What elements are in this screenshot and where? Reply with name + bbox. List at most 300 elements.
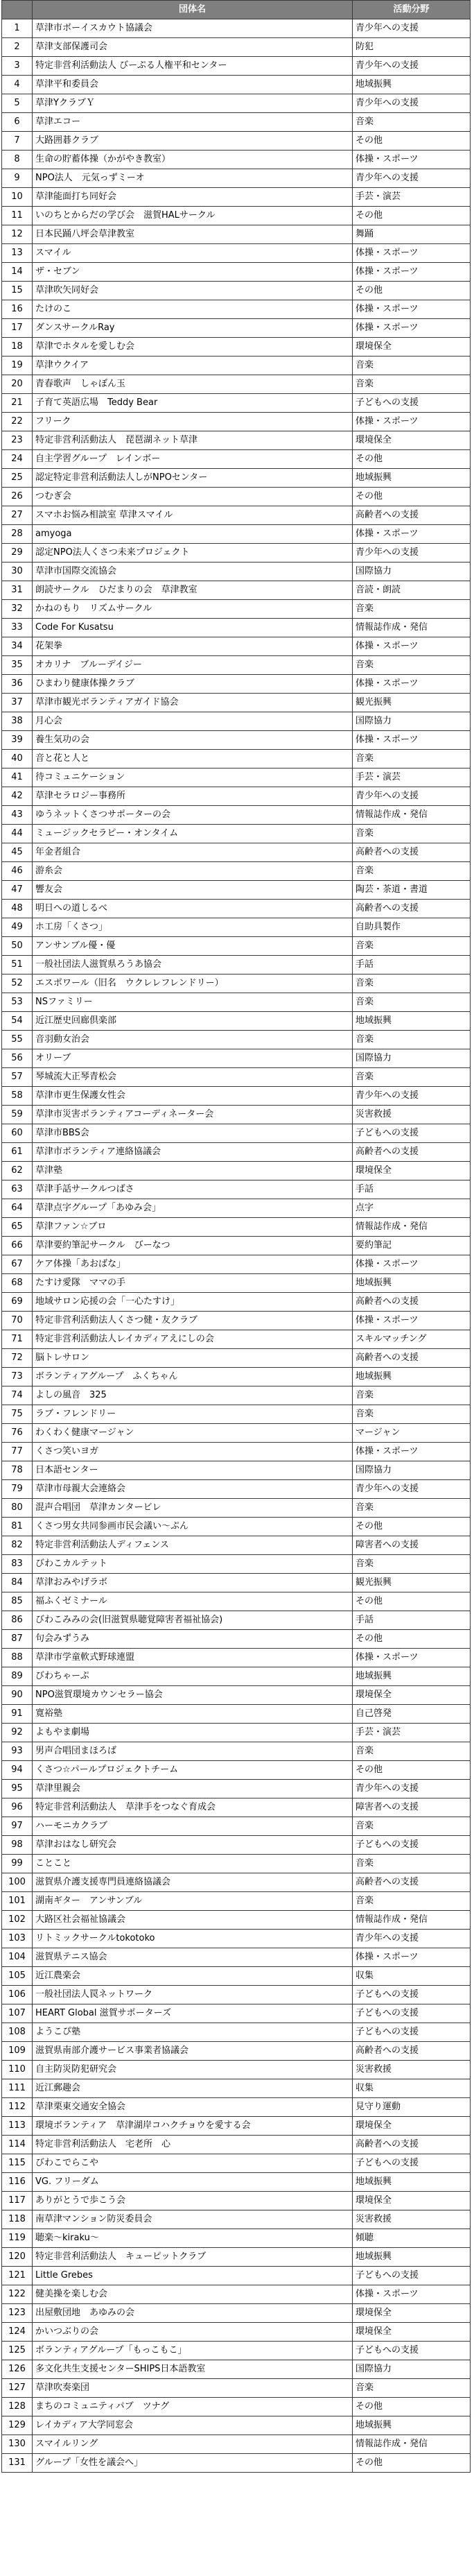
activity-field-cell: 青少年への支援 xyxy=(353,1480,471,1499)
activity-field-cell: 見守り運動 xyxy=(353,2098,471,2117)
row-number: 49 xyxy=(2,918,33,937)
table-row xyxy=(2,1986,471,2004)
activity-field-cell: 青少年への支援 xyxy=(353,1780,471,1798)
row-number: 40 xyxy=(2,750,33,768)
table-row xyxy=(2,1162,471,1180)
group-name-cell: 青春歌声 しゃぼん玉 xyxy=(33,375,353,394)
activity-field-cell: 体操・スポーツ xyxy=(353,151,471,169)
group-name-cell: たすけ愛隊 ママの手 xyxy=(33,1274,353,1293)
table-row xyxy=(2,2342,471,2360)
table-row xyxy=(2,1012,471,1031)
table-row xyxy=(2,38,471,57)
table-row xyxy=(2,1555,471,1574)
row-number: 113 xyxy=(2,2117,33,2136)
row-number: 7 xyxy=(2,132,33,151)
row-number: 123 xyxy=(2,2304,33,2323)
activity-field-cell: 子どもへの支援 xyxy=(353,2342,471,2360)
row-number: 54 xyxy=(2,1012,33,1031)
group-name-cell: 草津吹奏楽団 xyxy=(33,2379,353,2398)
row-number: 102 xyxy=(2,1911,33,1930)
group-name-cell: ラブ・フレンドリー xyxy=(33,1405,353,1424)
row-number: 126 xyxy=(2,2360,33,2379)
activity-field-cell: 子どもへの支援 xyxy=(353,1986,471,2004)
row-number: 58 xyxy=(2,1087,33,1106)
row-number: 63 xyxy=(2,1180,33,1199)
group-name-cell: 日本民踊八坪会草津教室 xyxy=(33,225,353,244)
group-name-cell: 朗読サークル ひだまりの会 草津教室 xyxy=(33,581,353,600)
row-number: 88 xyxy=(2,1649,33,1667)
row-number: 12 xyxy=(2,225,33,244)
group-name-cell: びわこでらこや xyxy=(33,2154,353,2173)
row-number: 108 xyxy=(2,2023,33,2042)
activity-field-cell: 災害救援 xyxy=(353,2210,471,2229)
group-name-cell: 滋賀県テニス協会 xyxy=(33,1948,353,1967)
row-number: 73 xyxy=(2,1368,33,1386)
row-number: 106 xyxy=(2,1986,33,2004)
row-number: 92 xyxy=(2,1724,33,1742)
row-number: 89 xyxy=(2,1667,33,1686)
table-row xyxy=(2,1836,471,1855)
activity-field-cell: 音楽 xyxy=(353,1742,471,1761)
header-activity-field: 活動分野 xyxy=(353,1,471,19)
row-number: 5 xyxy=(2,94,33,113)
group-name-cell: グループ「女性を議会へ」 xyxy=(33,2454,353,2473)
activity-field-cell: 体操・スポーツ xyxy=(353,1255,471,1274)
table-row xyxy=(2,1180,471,1199)
table-row xyxy=(2,1255,471,1274)
activity-field-cell: 地域振興 xyxy=(353,2416,471,2435)
activity-field-cell: 地域振興 xyxy=(353,76,471,94)
activity-field-cell: その他 xyxy=(353,1630,471,1649)
group-name-cell: 環境ボランティア 草津湖岸コハクチョウを愛する会 xyxy=(33,2117,353,2136)
table-row xyxy=(2,207,471,225)
activity-field-cell: 環境保全 xyxy=(353,431,471,450)
table-row xyxy=(2,1873,471,1892)
group-name-cell: 近江農楽会 xyxy=(33,1967,353,1986)
activity-field-cell: 環境保全 xyxy=(353,2192,471,2210)
table-row xyxy=(2,375,471,394)
table-row xyxy=(2,1461,471,1480)
group-name-cell: 草津市観光ボランティアガイド協会 xyxy=(33,694,353,712)
row-number: 95 xyxy=(2,1780,33,1798)
activity-field-cell: 収集 xyxy=(353,1967,471,1986)
activity-field-cell: 障害者への支援 xyxy=(353,1536,471,1555)
table-row xyxy=(2,600,471,619)
table-row xyxy=(2,1349,471,1368)
table-row xyxy=(2,19,471,38)
activity-field-cell: 障害者への支援 xyxy=(353,1798,471,1817)
activity-field-cell: 音楽 xyxy=(353,600,471,619)
table-row xyxy=(2,394,471,413)
table-row xyxy=(2,2285,471,2304)
activity-field-cell: 情報誌作成・発信 xyxy=(353,1911,471,1930)
activity-field-cell: 環境保全 xyxy=(353,2304,471,2323)
table-row xyxy=(2,76,471,94)
group-name-cell: 特定非営利活動法人レイカディアえにしの会 xyxy=(33,1330,353,1349)
activity-field-cell: 高齢者への支援 xyxy=(353,506,471,525)
group-name-cell: リトミックサークルtokotoko xyxy=(33,1930,353,1948)
table-row xyxy=(2,2173,471,2192)
group-name-cell: びわちゃーぷ xyxy=(33,1667,353,1686)
group-name-cell: まちのコミュニティパブ ツナグ xyxy=(33,2398,353,2416)
group-name-cell: 大路区社会福祉協議会 xyxy=(33,1911,353,1930)
table-body xyxy=(2,19,471,2473)
row-number: 117 xyxy=(2,2192,33,2210)
group-name-cell: 出屋敷団地 あゆみの会 xyxy=(33,2304,353,2323)
table-row xyxy=(2,1761,471,1780)
group-name-cell: 近江郵趣会 xyxy=(33,2079,353,2098)
activity-field-cell: 音楽 xyxy=(353,1855,471,1873)
row-number: 121 xyxy=(2,2267,33,2285)
group-name-cell: 年金者組合 xyxy=(33,843,353,862)
group-name-cell: 一般社団法人罠ネットワーク xyxy=(33,1986,353,2004)
table-row xyxy=(2,1049,471,1068)
row-number: 125 xyxy=(2,2342,33,2360)
row-number: 83 xyxy=(2,1555,33,1574)
row-number: 124 xyxy=(2,2323,33,2342)
activity-field-cell: 音楽 xyxy=(353,1031,471,1049)
table-row xyxy=(2,1312,471,1330)
activity-field-cell: 子どもへの支援 xyxy=(353,2004,471,2023)
group-name-cell: 福ふくゼミナール xyxy=(33,1592,353,1611)
group-name-cell: 草津YクラブＹ xyxy=(33,94,353,113)
row-number: 25 xyxy=(2,469,33,488)
activity-field-cell: 高齢者への支援 xyxy=(353,2136,471,2154)
activity-field-cell: 高齢者への支援 xyxy=(353,1293,471,1312)
activity-field-cell: 環境保全 xyxy=(353,2117,471,2136)
table-row xyxy=(2,1611,471,1630)
group-name-cell: 草津栗東交通安全協会 xyxy=(33,2098,353,2117)
table-row xyxy=(2,2192,471,2210)
activity-field-cell: 音楽 xyxy=(353,1499,471,1518)
group-name-cell: 養生気功の会 xyxy=(33,731,353,750)
row-number: 112 xyxy=(2,2098,33,2117)
group-name-cell: 特定非営利活動法人 びーぷる人権平和センター xyxy=(33,57,353,76)
table-row xyxy=(2,2398,471,2416)
row-number: 3 xyxy=(2,57,33,76)
activity-field-cell: 子どもへの支援 xyxy=(353,2267,471,2285)
table-row xyxy=(2,450,471,469)
activity-field-cell: 手話 xyxy=(353,1180,471,1199)
table-row xyxy=(2,694,471,712)
activity-field-cell: 高齢者への支援 xyxy=(353,1349,471,1368)
activity-field-cell: 情報誌作成・発信 xyxy=(353,619,471,637)
activity-field-cell: 地域振興 xyxy=(353,2173,471,2192)
group-name-cell: 一般社団法人滋賀県ろうあ協会 xyxy=(33,956,353,974)
table-row xyxy=(2,750,471,768)
row-number: 84 xyxy=(2,1574,33,1592)
table-row xyxy=(2,2248,471,2267)
table-row xyxy=(2,1630,471,1649)
activity-field-cell: 環境保全 xyxy=(353,1686,471,1705)
group-name-cell: エスポワール（旧名 ウクレレフレンドリー） xyxy=(33,974,353,993)
table-row xyxy=(2,1705,471,1724)
group-name-cell: くさつ笑いヨガ xyxy=(33,1443,353,1461)
table-row xyxy=(2,1536,471,1555)
table-row xyxy=(2,506,471,525)
group-name-cell: ザ・セブン xyxy=(33,263,353,282)
activity-field-cell: 音楽 xyxy=(353,113,471,132)
activity-field-cell: その他 xyxy=(353,1518,471,1536)
group-name-cell: 男声合唱団まほろば xyxy=(33,1742,353,1761)
table-row xyxy=(2,1087,471,1106)
table-row xyxy=(2,2117,471,2136)
activity-field-cell: 手芸・演芸 xyxy=(353,188,471,207)
group-name-cell: 認定特定非営利活動法人しがNPOセンター xyxy=(33,469,353,488)
row-number: 56 xyxy=(2,1049,33,1068)
table-row xyxy=(2,1724,471,1742)
table-row xyxy=(2,787,471,806)
group-name-cell: 琴城流大正琴青松会 xyxy=(33,1068,353,1087)
activity-field-cell: 傾聴 xyxy=(353,2229,471,2248)
activity-field-cell: 子どもへの支援 xyxy=(353,394,471,413)
row-number: 23 xyxy=(2,431,33,450)
row-number: 61 xyxy=(2,1143,33,1162)
row-number: 80 xyxy=(2,1499,33,1518)
activity-field-cell: 情報誌作成・発信 xyxy=(353,2435,471,2454)
group-name-cell: 草津ファン☆ブロ xyxy=(33,1218,353,1237)
activity-field-cell: 体操・スポーツ xyxy=(353,2285,471,2304)
activity-field-cell: 子どもへの支援 xyxy=(353,1836,471,1855)
activity-field-cell: 自助具製作 xyxy=(353,918,471,937)
row-number: 6 xyxy=(2,113,33,132)
activity-field-cell: 陶芸・茶道・書道 xyxy=(353,881,471,900)
activity-field-cell: その他 xyxy=(353,450,471,469)
row-number: 20 xyxy=(2,375,33,394)
group-name-cell: たけのこ xyxy=(33,300,353,319)
activity-field-cell: 体操・スポーツ xyxy=(353,300,471,319)
activity-field-cell: 環境保全 xyxy=(353,1162,471,1180)
group-name-cell: 寛裕塾 xyxy=(33,1705,353,1724)
table-row xyxy=(2,1574,471,1592)
group-name-cell: 子育て英語広場 Teddy Bear xyxy=(33,394,353,413)
group-name-cell: 大路囲碁クラブ xyxy=(33,132,353,151)
activity-field-cell: 国際協力 xyxy=(353,2360,471,2379)
activity-field-cell: 収集 xyxy=(353,2079,471,2098)
row-number: 91 xyxy=(2,1705,33,1724)
table-row xyxy=(2,1031,471,1049)
group-name-cell: スマホお悩み相談室 草津スマイル xyxy=(33,506,353,525)
row-number: 50 xyxy=(2,937,33,956)
row-number: 27 xyxy=(2,506,33,525)
activity-field-cell: その他 xyxy=(353,1592,471,1611)
group-name-cell: 草津点字グループ「あゆみ会」 xyxy=(33,1199,353,1218)
activity-field-cell: 青少年への支援 xyxy=(353,1930,471,1948)
table-row xyxy=(2,918,471,937)
row-number: 111 xyxy=(2,2079,33,2098)
table-row xyxy=(2,244,471,263)
row-number: 51 xyxy=(2,956,33,974)
activity-field-cell: 観光振興 xyxy=(353,694,471,712)
activity-field-cell: 自己啓発 xyxy=(353,1705,471,1724)
row-number: 34 xyxy=(2,637,33,656)
group-name-cell: 月心会 xyxy=(33,712,353,731)
row-number: 97 xyxy=(2,1817,33,1836)
table-row xyxy=(2,300,471,319)
group-name-cell: 南草津マンション防災委員会 xyxy=(33,2210,353,2229)
table-row xyxy=(2,862,471,881)
activity-field-cell: 情報誌作成・発信 xyxy=(353,1218,471,1237)
activity-field-cell: 体操・スポーツ xyxy=(353,675,471,694)
table-row xyxy=(2,1780,471,1798)
table-row xyxy=(2,2004,471,2023)
group-name-cell: 草津手話サークルつばさ xyxy=(33,1180,353,1199)
row-number: 98 xyxy=(2,1836,33,1855)
row-number: 31 xyxy=(2,581,33,600)
row-number: 17 xyxy=(2,319,33,338)
row-number: 53 xyxy=(2,993,33,1012)
row-number: 77 xyxy=(2,1443,33,1461)
activity-field-cell: 高齢者への支援 xyxy=(353,1873,471,1892)
activity-field-cell: 体操・スポーツ xyxy=(353,1649,471,1667)
activity-field-cell: 体操・スポーツ xyxy=(353,263,471,282)
table-row xyxy=(2,825,471,843)
group-name-cell: 草津セラロジー事務所 xyxy=(33,787,353,806)
group-name-cell: くさつ☆パールプロジェクトチーム xyxy=(33,1761,353,1780)
group-name-cell: ボランティアグループ ふくちゃん xyxy=(33,1368,353,1386)
activity-field-cell: 音楽 xyxy=(353,357,471,375)
table-row xyxy=(2,768,471,787)
table-row xyxy=(2,544,471,563)
group-name-cell: 湖南ギター アンサンブル xyxy=(33,1892,353,1911)
row-number: 9 xyxy=(2,169,33,188)
row-number: 13 xyxy=(2,244,33,263)
activity-field-cell: 手芸・演芸 xyxy=(353,1724,471,1742)
activity-field-cell: 音楽 xyxy=(353,750,471,768)
table-row xyxy=(2,113,471,132)
activity-field-cell: 災害救援 xyxy=(353,2061,471,2079)
row-number: 120 xyxy=(2,2248,33,2267)
table-row xyxy=(2,2304,471,2323)
group-name-cell: 自主学習グループ レインボー xyxy=(33,450,353,469)
table-row xyxy=(2,1518,471,1536)
row-number: 35 xyxy=(2,656,33,675)
group-name-cell: ようこぴ塾 xyxy=(33,2023,353,2042)
table-row xyxy=(2,581,471,600)
activity-field-cell: 体操・スポーツ xyxy=(353,244,471,263)
table-row xyxy=(2,1386,471,1405)
activity-field-cell: その他 xyxy=(353,132,471,151)
group-name-cell: ハーモニカクラブ xyxy=(33,1817,353,1836)
activity-field-cell: 音楽 xyxy=(353,974,471,993)
table-row xyxy=(2,675,471,694)
row-number: 44 xyxy=(2,825,33,843)
group-name-cell: くさつ男女共同参画市民会議い〜ぷん xyxy=(33,1518,353,1536)
activity-field-cell: 環境保全 xyxy=(353,2323,471,2342)
table-row xyxy=(2,1106,471,1124)
activity-field-cell: 体操・スポーツ xyxy=(353,731,471,750)
group-name-cell: 特定非営利活動法人 宅老所 心 xyxy=(33,2136,353,2154)
row-number: 101 xyxy=(2,1892,33,1911)
activity-field-cell: 地域振興 xyxy=(353,1667,471,1686)
group-name-cell: Little Grebes xyxy=(33,2267,353,2285)
table-row xyxy=(2,2435,471,2454)
group-name-cell: よしの風音 325 xyxy=(33,1386,353,1405)
table-row xyxy=(2,413,471,431)
table-row xyxy=(2,1218,471,1237)
table-row xyxy=(2,1405,471,1424)
activity-field-cell: 地域振興 xyxy=(353,1368,471,1386)
table-row xyxy=(2,712,471,731)
table-row xyxy=(2,656,471,675)
registry-sheet xyxy=(1,0,470,2473)
activity-field-cell: 青少年への支援 xyxy=(353,19,471,38)
table-row xyxy=(2,2098,471,2117)
activity-field-cell: 観光振興 xyxy=(353,1574,471,1592)
group-name-cell: 草津能面打ち同好会 xyxy=(33,188,353,207)
activity-field-cell: 青少年への支援 xyxy=(353,544,471,563)
group-name-cell: 草津平和委員会 xyxy=(33,76,353,94)
row-number: 93 xyxy=(2,1742,33,1761)
activity-field-cell: 舞踊 xyxy=(353,225,471,244)
table-row xyxy=(2,956,471,974)
row-number: 21 xyxy=(2,394,33,413)
activity-field-cell: 地域振興 xyxy=(353,1012,471,1031)
group-name-cell: びわこみみの会(旧滋賀県聴覚障害者福祉協会) xyxy=(33,1611,353,1630)
row-number: 119 xyxy=(2,2229,33,2248)
activity-field-cell: 高齢者への支援 xyxy=(353,1143,471,1162)
group-name-cell: 認定NPO法人くさつ未来プロジェクト xyxy=(33,544,353,563)
row-number: 37 xyxy=(2,694,33,712)
group-name-cell: ケア体操「あおばな」 xyxy=(33,1255,353,1274)
group-name-cell: よもやま劇場 xyxy=(33,1724,353,1742)
row-number: 60 xyxy=(2,1124,33,1143)
table-row xyxy=(2,1068,471,1087)
row-number: 2 xyxy=(2,38,33,57)
row-number: 79 xyxy=(2,1480,33,1499)
row-number: 33 xyxy=(2,619,33,637)
table-row xyxy=(2,525,471,544)
group-name-cell: 草津エコー xyxy=(33,113,353,132)
group-name-cell: NPO滋賀環境カウンセラー協会 xyxy=(33,1686,353,1705)
group-name-cell: 特定非営利活動法人 キューピットクラブ xyxy=(33,2248,353,2267)
row-number: 127 xyxy=(2,2379,33,2398)
row-number: 32 xyxy=(2,600,33,619)
table-row xyxy=(2,94,471,113)
group-name-cell: 草津市国際交流協会 xyxy=(33,563,353,581)
table-row xyxy=(2,1742,471,1761)
activity-field-cell: 高齢者への支援 xyxy=(353,843,471,862)
table-row xyxy=(2,2379,471,2398)
table-row xyxy=(2,1892,471,1911)
group-name-cell: オリーブ xyxy=(33,1049,353,1068)
row-number: 86 xyxy=(2,1611,33,1630)
group-name-cell: 音羽動女治会 xyxy=(33,1031,353,1049)
table-row xyxy=(2,282,471,300)
activity-field-cell: 手芸・演芸 xyxy=(353,768,471,787)
row-number: 130 xyxy=(2,2435,33,2454)
activity-field-cell: 国際協力 xyxy=(353,563,471,581)
table-row xyxy=(2,1143,471,1162)
group-name-cell: かいつぶりの会 xyxy=(33,2323,353,2342)
row-number: 65 xyxy=(2,1218,33,1237)
row-number: 131 xyxy=(2,2454,33,2473)
table-row xyxy=(2,2210,471,2229)
group-name-cell: 草津塾 xyxy=(33,1162,353,1180)
table-row xyxy=(2,563,471,581)
row-number: 105 xyxy=(2,1967,33,1986)
activity-field-cell: 国際協力 xyxy=(353,1049,471,1068)
activity-field-cell: 子どもへの支援 xyxy=(353,2023,471,2042)
activity-field-cell: 音楽 xyxy=(353,937,471,956)
activity-field-cell: その他 xyxy=(353,2398,471,2416)
activity-field-cell: 音楽 xyxy=(353,1892,471,1911)
group-name-cell: amyoga xyxy=(33,525,353,544)
table-row xyxy=(2,1592,471,1611)
activity-field-cell: 防犯 xyxy=(353,38,471,57)
row-number: 68 xyxy=(2,1274,33,1293)
group-name-cell: 草津市災害ボランティアコーディネーター会 xyxy=(33,1106,353,1124)
